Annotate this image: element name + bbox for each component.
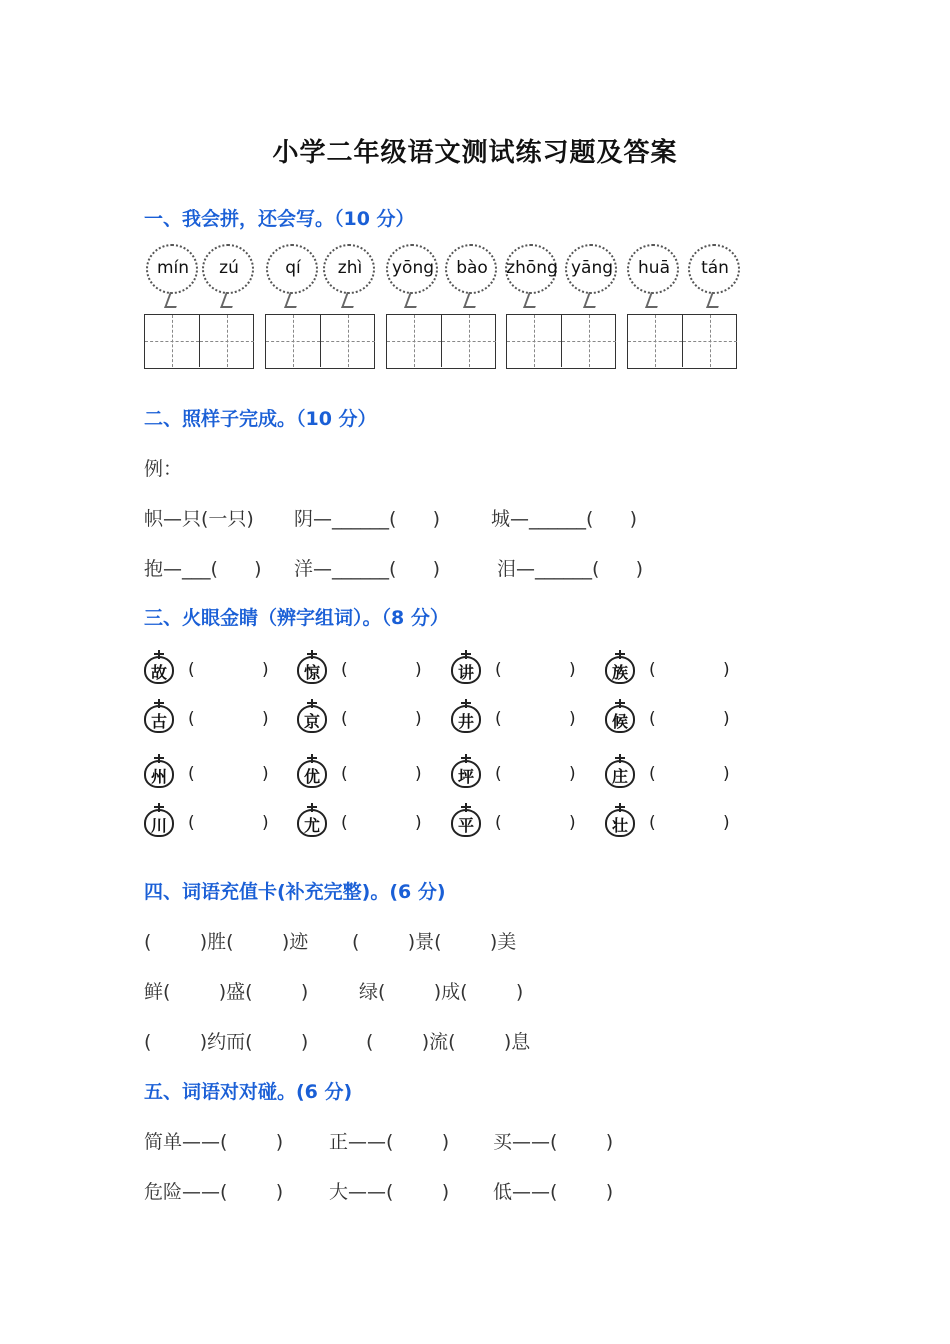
writing-grid[interactable]	[506, 314, 616, 369]
answer-paren-close[interactable]: )	[262, 660, 269, 680]
pinyin-text: zhōng	[506, 258, 558, 278]
apple-char	[144, 803, 176, 835]
apple-char	[297, 699, 329, 731]
answer-paren-close[interactable]: )	[569, 709, 576, 729]
pinyin-text: bào	[456, 258, 488, 278]
apple-character: 惊	[303, 663, 320, 682]
apple-char	[144, 754, 176, 786]
apple-char	[451, 650, 483, 682]
section1-heading: 一、我会拼，还会写。（10 分）	[144, 208, 415, 230]
apple-leaf-icon	[615, 702, 625, 704]
pinyin-balloon	[627, 244, 681, 296]
apple-leaf-icon	[615, 806, 625, 808]
apple-leaf-icon	[615, 757, 625, 759]
writing-grid[interactable]	[144, 314, 254, 369]
apple-char	[297, 803, 329, 835]
example-label: 例：	[144, 458, 183, 480]
answer-paren-close[interactable]: )	[569, 764, 576, 784]
answer-paren-close[interactable]: )	[569, 660, 576, 680]
answer-paren-open[interactable]: (	[649, 709, 656, 729]
apple-char	[605, 754, 637, 786]
apple-char	[144, 699, 176, 731]
antonym-item[interactable]: 正——( )	[329, 1131, 450, 1153]
writing-grid[interactable]	[386, 314, 496, 369]
exercise-item[interactable]: 洋—______( )	[294, 558, 441, 580]
apple-character: 川	[150, 816, 167, 835]
balloon-string-icon	[645, 292, 663, 308]
exercise-item: 帜—只(一只)	[144, 508, 254, 530]
balloon-string-icon	[220, 292, 238, 308]
apple-char	[297, 650, 329, 682]
apple-character: 州	[150, 767, 167, 786]
answer-paren-close[interactable]: )	[262, 813, 269, 833]
answer-paren-open[interactable]: (	[341, 660, 348, 680]
pinyin-balloon	[565, 244, 619, 296]
apple-character: 优	[303, 767, 320, 786]
answer-paren-open[interactable]: (	[188, 660, 195, 680]
antonym-item[interactable]: 大——( )	[329, 1181, 450, 1203]
apple-character: 平	[457, 816, 474, 835]
balloon-string-icon	[341, 292, 359, 308]
pinyin-text: yāng	[570, 258, 614, 278]
phrase-item[interactable]: ( )约而( )	[144, 1031, 309, 1053]
apple-character: 壮	[611, 816, 628, 835]
pinyin-balloon	[323, 244, 377, 296]
answer-paren-close[interactable]: )	[415, 764, 422, 784]
balloon-string-icon	[583, 292, 601, 308]
apple-character: 尤	[303, 816, 320, 835]
apple-leaf-icon	[154, 757, 164, 759]
apple-leaf-icon	[154, 806, 164, 808]
answer-paren-open[interactable]: (	[188, 764, 195, 784]
answer-paren-open[interactable]: (	[649, 660, 656, 680]
pinyin-text: zhì	[337, 258, 363, 278]
apple-char	[451, 803, 483, 835]
antonym-item[interactable]: 低——( )	[493, 1181, 614, 1203]
answer-paren-open[interactable]: (	[649, 813, 656, 833]
balloon-string-icon	[284, 292, 302, 308]
answer-paren-close[interactable]: )	[723, 709, 730, 729]
phrase-item[interactable]: 绿( )成( )	[359, 981, 524, 1003]
antonym-item[interactable]: 买——( )	[493, 1131, 614, 1153]
answer-paren-close[interactable]: )	[415, 813, 422, 833]
section3-heading: 三、火眼金睛（辨字组词）。（8 分）	[144, 607, 449, 629]
apple-char	[605, 650, 637, 682]
apple-char	[605, 699, 637, 731]
balloon-string-icon	[164, 292, 182, 308]
answer-paren-close[interactable]: )	[415, 709, 422, 729]
apple-leaf-icon	[615, 653, 625, 655]
answer-paren-close[interactable]: )	[262, 764, 269, 784]
apple-character: 古	[150, 712, 167, 731]
pinyin-balloon	[266, 244, 320, 296]
pinyin-text: yōng	[391, 258, 435, 278]
apple-leaf-icon	[461, 806, 471, 808]
answer-paren-close[interactable]: )	[415, 660, 422, 680]
answer-paren-open[interactable]: (	[341, 764, 348, 784]
apple-leaf-icon	[307, 702, 317, 704]
balloon-string-icon	[706, 292, 724, 308]
balloon-string-icon	[523, 292, 541, 308]
exercise-item[interactable]: 抱—___( )	[144, 558, 262, 580]
apple-character: 庄	[611, 767, 628, 786]
antonym-item[interactable]: 危险——( )	[144, 1181, 284, 1203]
apple-char	[451, 699, 483, 731]
answer-paren-close[interactable]: )	[569, 813, 576, 833]
answer-paren-open[interactable]: (	[495, 764, 502, 784]
answer-paren-open[interactable]: (	[495, 709, 502, 729]
apple-char	[605, 803, 637, 835]
phrase-item[interactable]: ( )景( )美	[352, 931, 517, 953]
pinyin-balloon	[386, 244, 440, 296]
page-title: 小学二年级语文测试练习题及答案	[272, 138, 678, 168]
pinyin-text: qí	[285, 258, 301, 278]
answer-paren-open[interactable]: (	[495, 660, 502, 680]
pinyin-balloon	[146, 244, 200, 296]
exercise-item[interactable]: 城—______( )	[491, 508, 638, 530]
apple-leaf-icon	[307, 806, 317, 808]
answer-paren-close[interactable]: )	[262, 709, 269, 729]
apple-leaf-icon	[461, 757, 471, 759]
apple-leaf-icon	[461, 653, 471, 655]
answer-paren-close[interactable]: )	[723, 813, 730, 833]
apple-leaf-icon	[461, 702, 471, 704]
pinyin-balloon	[202, 244, 256, 296]
pinyin-text: huā	[638, 258, 670, 278]
apple-character: 京	[303, 712, 320, 731]
answer-paren-open[interactable]: (	[188, 709, 195, 729]
apple-leaf-icon	[307, 757, 317, 759]
pinyin-balloon	[688, 244, 742, 296]
apple-character: 故	[150, 663, 167, 682]
section2-heading: 二、照样子完成。（10 分）	[144, 408, 377, 430]
apple-leaf-icon	[154, 702, 164, 704]
pinyin-balloon	[445, 244, 499, 296]
answer-paren-open[interactable]: (	[649, 764, 656, 784]
apple-character: 族	[611, 663, 628, 682]
pinyin-text: tán	[701, 258, 729, 278]
answer-paren-close[interactable]: )	[723, 660, 730, 680]
apple-char	[297, 754, 329, 786]
answer-paren-open[interactable]: (	[188, 813, 195, 833]
phrase-item[interactable]: ( )流( )息	[366, 1031, 531, 1053]
phrase-item[interactable]: 鲜( )盛( )	[144, 981, 309, 1003]
writing-grid[interactable]	[627, 314, 737, 369]
answer-paren-open[interactable]: (	[341, 709, 348, 729]
apple-character: 坪	[457, 767, 474, 786]
apple-leaf-icon	[307, 653, 317, 655]
pinyin-balloon	[505, 244, 559, 296]
balloon-string-icon	[463, 292, 481, 308]
exercise-item[interactable]: 阴—______( )	[294, 508, 441, 530]
apple-leaf-icon	[154, 653, 164, 655]
answer-paren-open[interactable]: (	[495, 813, 502, 833]
answer-paren-close[interactable]: )	[723, 764, 730, 784]
section4-heading: 四、词语充值卡(补充完整)。(6 分)	[144, 881, 446, 903]
pinyin-text: mín	[156, 258, 190, 278]
pinyin-text: zú	[219, 258, 239, 278]
apple-character: 讲	[457, 663, 474, 682]
apple-character: 井	[457, 712, 474, 731]
phrase-item[interactable]: ( )胜( )迹	[144, 931, 309, 953]
apple-char	[144, 650, 176, 682]
answer-paren-open[interactable]: (	[341, 813, 348, 833]
section5-heading: 五、词语对对碰。(6 分)	[144, 1081, 353, 1103]
antonym-item[interactable]: 简单——( )	[144, 1131, 284, 1153]
apple-char	[451, 754, 483, 786]
balloon-string-icon	[404, 292, 422, 308]
exercise-item[interactable]: 泪—______( )	[497, 558, 644, 580]
writing-grid[interactable]	[265, 314, 375, 369]
apple-character: 候	[611, 712, 628, 731]
